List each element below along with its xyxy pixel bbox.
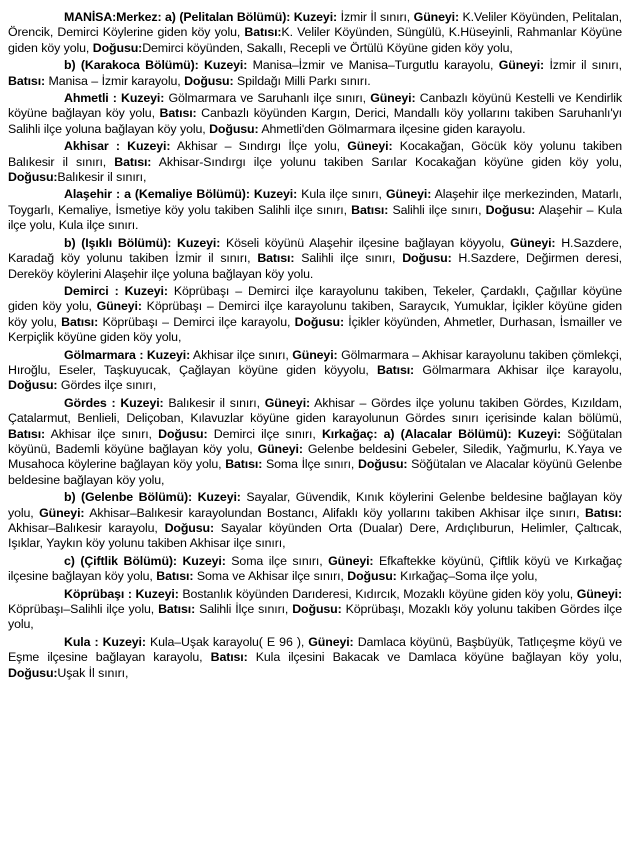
text-run: Gördes ilçe sınırı,: [57, 378, 157, 393]
bold-label: Güneyi:: [257, 441, 303, 456]
text-run: İzmir il sınırı,: [544, 58, 623, 73]
text-run: Akhisar – Sındırgı İlçe yolu,: [170, 139, 348, 154]
bold-label: Batısı:: [114, 154, 152, 169]
text-run: Akhisar ilçe sınırı,: [45, 426, 159, 441]
bold-label: b) (Gelenbe Bölümü): Kuzeyi:: [64, 490, 241, 505]
text-run: İçikler köyünden, Ahmetler, Durhasan, İsmailler ve Kerpiçlik köyüne giden köy yolu,: [8, 314, 622, 345]
bold-label: Gölmarmara : Kuzeyi:: [64, 347, 191, 362]
text-run: Demirci ilçe sınırı,: [207, 426, 322, 441]
bold-label: Batısı:: [210, 650, 248, 665]
text-run: Salihli ilçe sınırı,: [294, 251, 403, 266]
text-run: Demirci köyünden, Sakallı, Recepli ve Örtülü Köyüne giden köy yolu,: [142, 40, 513, 55]
paragraph-akhisar: [8, 139, 622, 185]
bold-label: Köprübaşı : Kuzeyi:: [64, 586, 179, 601]
text-run: İzmir İl sınırı,: [337, 10, 414, 24]
bold-label: Batısı:: [244, 25, 282, 40]
bold-label: Batısı:: [61, 314, 99, 329]
bold-label: Güneyi:: [292, 347, 338, 362]
bold-label: Güneyi:: [498, 58, 545, 73]
bold-label: Doğusu:: [402, 251, 452, 266]
text-run: Akhisar – Gördes ilçe yolunu takiben Gördes, Kızıldam, Çatalarmut, Benlieli, Deliçoban, Kılavuzlar köyüne giden karayolunun Gördes sınırı içerisinde kalan bölümü,: [8, 395, 622, 426]
text-run: Canbazlı köyünü Kestelli ve Kendirlik köyüne bağlayan köy yolu,: [8, 91, 622, 121]
paragraph-kirkagac-b: [8, 490, 622, 552]
text-run: K.Veliler Köyünden, Pelitalan, Örencik, Demirci Köylerine giden köy yolu,: [8, 10, 622, 40]
paragraph-koprubasi: [8, 587, 622, 633]
text-run: Bostanlık köyünden Darıderesi, Kıdırcık, Mozaklı köyüne giden köy yolu,: [178, 586, 577, 601]
text-run: Akhisar–Balıkesir karayolundan Bostancı, Alifaklı köy yollarını takiben Akhisar ilçe sınırı,: [84, 505, 585, 520]
text-run: Balıkesir il sınırı,: [57, 170, 147, 185]
bold-label: Batısı:: [159, 106, 197, 121]
text-run: Damlaca köyünü, Başbüyük, Tatlıçeşme köyü ve Eşme ilçesine bağlayan karayolu,: [8, 634, 622, 665]
text-run: Kocakağan, Göcük köy yolunu takiben Balıkesir il sınırı,: [8, 139, 622, 169]
bold-label: Güneyi:: [347, 139, 393, 154]
bold-label: b) (Işıklı Bölümü): Kuzeyi:: [64, 235, 221, 250]
text-run: Manisa – İzmir karayolu,: [45, 73, 185, 88]
bold-label: Batısı:: [584, 505, 622, 520]
bold-label: Akhisar : Kuzeyi:: [64, 139, 171, 154]
text-run: Efkaftekke köyünü, Çiftlik köyü ve Kırkağaç ilçesine bağlayan köy yolu,: [8, 553, 623, 584]
text-run: Sayalar, Güvendik, Kınık köylerini Gelenbe beldesine bağlayan köy yolu,: [8, 490, 622, 520]
text-run: Spildağı Milli Parkı sınırı.: [233, 73, 371, 88]
bold-label: Kula : Kuzeyi:: [64, 634, 146, 649]
text-run: K. Veliler Köyünden, Süngülü, K.Hüseyinli, Rahmanlar Köyüne giden köy yolu,: [8, 25, 622, 55]
bold-label: Doğusu:: [292, 602, 342, 617]
bold-label: Batısı:: [8, 426, 46, 441]
text-run: Köprübaşı – Demirci ilçe karayolunu takiben, Saraycık, Yumuklar, İçikler köyüne giden köy yolu,: [8, 299, 622, 329]
bold-label: Kırkağaç: a) (Alacalar Bölümü): Kuzeyi:: [321, 426, 562, 441]
text-run: Köprübaşı–Salihli ilçe yolu,: [8, 602, 159, 617]
bold-label: Gördes : Kuzeyi:: [64, 395, 164, 410]
bold-label: Güneyi:: [264, 395, 311, 410]
paragraph-golmarmara: [8, 348, 622, 394]
bold-label: c) (Çiftlik Bölümü): Kuzeyi:: [64, 553, 226, 568]
bold-label: Batısı:: [257, 251, 295, 266]
bold-label: Doğusu:: [164, 521, 214, 535]
bold-label: Güneyi:: [370, 91, 416, 106]
bold-label: Doğusu:: [294, 314, 344, 329]
bold-label: MANİSA:Merkez: a) (Pelitalan Bölümü): Kuzeyi:: [64, 10, 338, 24]
paragraph-ahmetli: [8, 91, 622, 137]
text-run: Soma ve Akhisar ilçe sınırı,: [193, 569, 348, 584]
paragraph-gordes-kirkagac-a: [8, 396, 622, 488]
bold-label: Doğusu:: [358, 457, 408, 472]
paragraph-kula: [8, 635, 622, 681]
bold-label: Batısı:: [351, 202, 389, 217]
bold-label: Güneyi:: [308, 634, 354, 649]
paragraph-alasehir-b: [8, 236, 622, 282]
bold-label: b) (Karakoca Bölümü): Kuzeyi:: [64, 58, 248, 73]
text-run: Alaşehir – Kula ilçe yolu, Kula ilçe sınırı.: [8, 202, 622, 233]
text-run: Gölmarmara ve Saruhanlı ilçe sınırı,: [164, 91, 371, 106]
bold-label: Doğusu:: [209, 121, 259, 136]
paragraph-kirkagac-c: [8, 554, 622, 585]
bold-label: Güneyi:: [39, 505, 85, 520]
text-run: Kula ilçe sınırı,: [297, 187, 386, 202]
text-run: Gölmarmara Akhisar ilçe karayolu,: [414, 362, 622, 377]
paragraph-demirci: [8, 284, 622, 346]
text-run: Kırkağaç–Soma ilçe yolu,: [396, 569, 538, 584]
text-run: Söğütalan ve Alacalar köyünü Gelenbe beldesine bağlayan köy yolu,: [8, 457, 622, 487]
text-run: Gölmarmara – Akhisar karayolunu takiben çömlekçi, Hıroğlu, Eseler, Taşkuyucak, Çağlayan köyüne giden köyyolu,: [8, 347, 623, 377]
bold-label: Batısı:: [158, 602, 196, 617]
bold-label: Ahmetli : Kuzeyi:: [64, 91, 165, 106]
bold-label: Batısı:: [156, 569, 194, 584]
bold-label: Doğusu:: [8, 378, 58, 393]
paragraph-alasehir-a: [8, 187, 622, 233]
bold-label: Doğusu:: [347, 569, 397, 584]
text-run: Köprübaşı – Demirci ilçe karayolu,: [98, 314, 295, 329]
text-run: Kula–Uşak karayolu( E 96 ),: [145, 634, 309, 649]
text-run: Köseli köyünü Alaşehir ilçesine bağlayan köyyolu,: [220, 235, 511, 250]
bold-label: Doğusu:: [8, 665, 58, 680]
bold-label: Güneyi:: [413, 10, 459, 24]
text-run: Sayalar köyünden Orta (Dualar) Dere, Ardıçlıburun, Helimler, Çaltıcak, Işıklar, Yaykın köy yolunu takiben Akhisar ilçe sınırı,: [8, 521, 622, 551]
bold-label: Güneyi:: [510, 235, 556, 250]
text-run: H.Sazdere, Karadağ köy yolunu takiben İzmir il sınırı,: [8, 235, 623, 266]
bold-label: Doğusu:: [485, 202, 536, 217]
text-run: Soma ilçe sınırı,: [225, 553, 329, 568]
bold-label: Doğusu:: [158, 426, 208, 441]
text-run: Balıkesir il sınırı,: [163, 395, 265, 410]
text-run: Soma İlçe sınırı,: [262, 457, 358, 472]
text-run: Ahmetli'den Gölmarmara ilçesine giden karayolu.: [258, 121, 526, 136]
text-run: Köprübaşı, Mozaklı köy yolunu takiben Gördes ilçe yolu,: [8, 602, 622, 632]
bold-label: Güneyi:: [96, 299, 142, 314]
bold-label: Alaşehir : a (Kemaliye Bölümü): Kuzeyi:: [64, 187, 298, 202]
bold-label: Doğusu:: [92, 40, 143, 55]
text-run: H.Sazdere, Değirmen deresi, Dereköy köylerini Alaşehir ilçe yoluna bağlayan köy yolu.: [8, 251, 622, 281]
paragraph-manisa-merkez-b: [8, 58, 622, 89]
bold-label: Güneyi:: [576, 586, 622, 601]
text-run: Akhisar-Sındırgı ilçe yolunu takiben Sarılar Kocakağan köyüne giden köy yolu,: [151, 154, 622, 169]
bold-label: Batısı:: [225, 457, 263, 472]
text-run: Köprübaşı – Demirci ilçe karayolunu takiben, Tekeler, Çardaklı, Çağıllar köyüne giden köy yolu,: [8, 283, 622, 314]
bold-label: Batısı:: [8, 73, 46, 88]
text-run: Akhisar ilçe sınırı,: [190, 347, 293, 362]
text-run: Salihli İlçe sınırı,: [195, 602, 293, 617]
bold-label: Doğusu:: [8, 170, 58, 185]
text-run: Söğütalan köyünü, Bademli köyüne bağlayan köy yolu,: [8, 426, 623, 456]
text-run: Canbazlı köyünden Kargın, Derici, Mandallı köy yollarını takiben Saruhanlı'yı Salihli ilçe yoluna bağlayan köy yolu,: [8, 106, 623, 136]
text-run: Manisa–İzmir ve Manisa–Turgutlu karayolu,: [247, 58, 499, 73]
paragraph-manisa-merkez-a: [8, 10, 622, 56]
bold-label: Güneyi:: [385, 187, 432, 202]
bold-label: Batısı:: [377, 362, 415, 377]
text-run: Alaşehir ilçe merkezinden, Matarlı, Toygarlı, Kemaliye, İsmetiye köy yolu takiben Salihli ilçe sınırı,: [8, 187, 622, 217]
text-run: Akhisar–Balıkesir karayolu,: [8, 521, 165, 535]
bold-label: Güneyi:: [328, 553, 374, 568]
text-run: Kula ilçesini Bakacak ve Damlaca köyüne bağlayan köy yolu,: [247, 650, 622, 665]
text-run: Salihli ilçe sınırı,: [388, 202, 486, 217]
text-run: Gelenbe beldesini Gebeler, Siledik, Yağmurlu, K.Yaya ve Musahoca köylerine bağlayan köy yolu,: [8, 441, 622, 472]
bold-label: Doğusu:: [184, 73, 234, 88]
text-run: Uşak İl sınırı,: [57, 665, 129, 680]
bold-label: Demirci : Kuzeyi:: [64, 283, 168, 298]
